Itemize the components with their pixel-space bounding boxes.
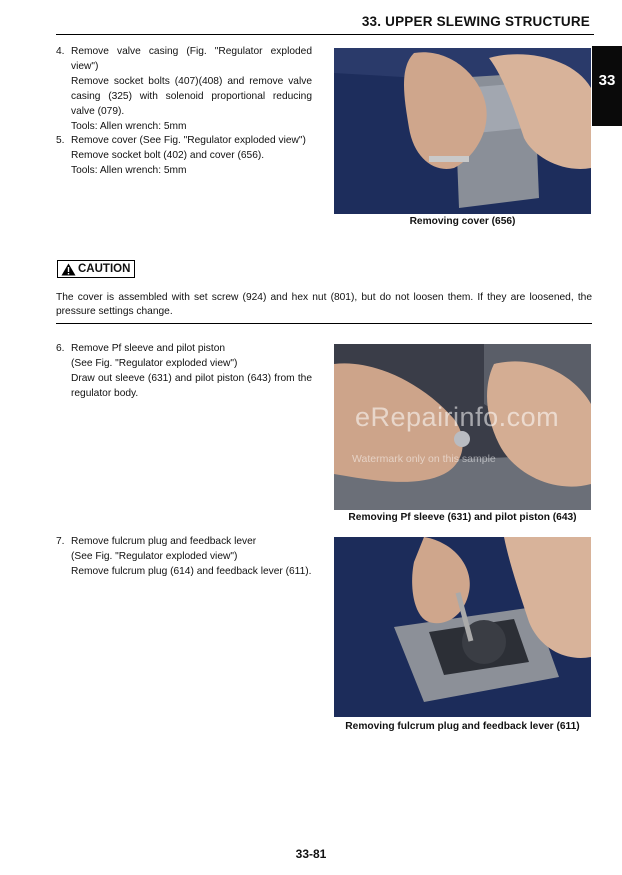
step-detail: Remove socket bolt (402) and cover (656). [71,150,265,161]
step-tools: Tools: Allen wrench: 5mm [71,121,187,132]
chapter-tab: 33 [592,46,622,126]
step-number: 4. [56,46,65,57]
caution-text: The cover is assembled with set screw (924) and hex nut (801), but do not loosen them. If they are loosened, the pressure settings change. [56,292,592,317]
step-number: 5. [56,135,65,146]
photo-removing-cover [334,48,591,214]
step-number: 7. [56,536,65,547]
step-heading: Remove valve casing (Fig. "Regulator exploded view") [71,46,312,72]
page-header-title: 33. UPPER SLEWING STRUCTURE [361,14,590,29]
step-5 [56,133,312,178]
photo-caption: Removing cover (656) [409,216,516,227]
step-detail: Draw out sleeve (631) and pilot piston (643) from the regulator body. [71,373,312,399]
warning-triangle-icon [61,263,76,276]
step-number: 6. [56,343,65,354]
step-reference: (See Fig. "Regulator exploded view") [71,358,238,369]
watermark-subtext: Watermark only on this sample [352,453,496,465]
step-tools: Tools: Allen wrench: 5mm [71,165,187,176]
step-detail: Remove socket bolts (407)(408) and remove valve casing (325) with solenoid proportional reducing valve (079). [71,76,312,117]
step-4 [56,44,312,134]
caution-rule [56,323,592,324]
step-heading: Remove fulcrum plug and feedback lever [71,536,257,547]
step-heading: Remove Pf sleeve and pilot piston [71,343,226,354]
photo-caption: Removing Pf sleeve (631) and pilot piston (643) [348,512,577,523]
watermark-text: eRepairinfo.com [355,402,560,432]
photo-removing-fulcrum-plug [334,537,591,717]
step-7 [56,534,312,579]
step-heading: Remove cover (See Fig. "Regulator exploded view") [71,135,306,146]
step-reference: (See Fig. "Regulator exploded view") [71,551,238,562]
photo-caption: Removing fulcrum plug and feedback lever (611) [345,721,580,732]
page-number: 33-81 [295,847,327,861]
step-detail: Remove fulcrum plug (614) and feedback lever (611). [71,566,312,577]
caution-label-text: CAUTION [78,263,131,275]
step-6 [56,341,312,401]
caution-label [57,260,135,278]
header-rule [56,34,594,35]
